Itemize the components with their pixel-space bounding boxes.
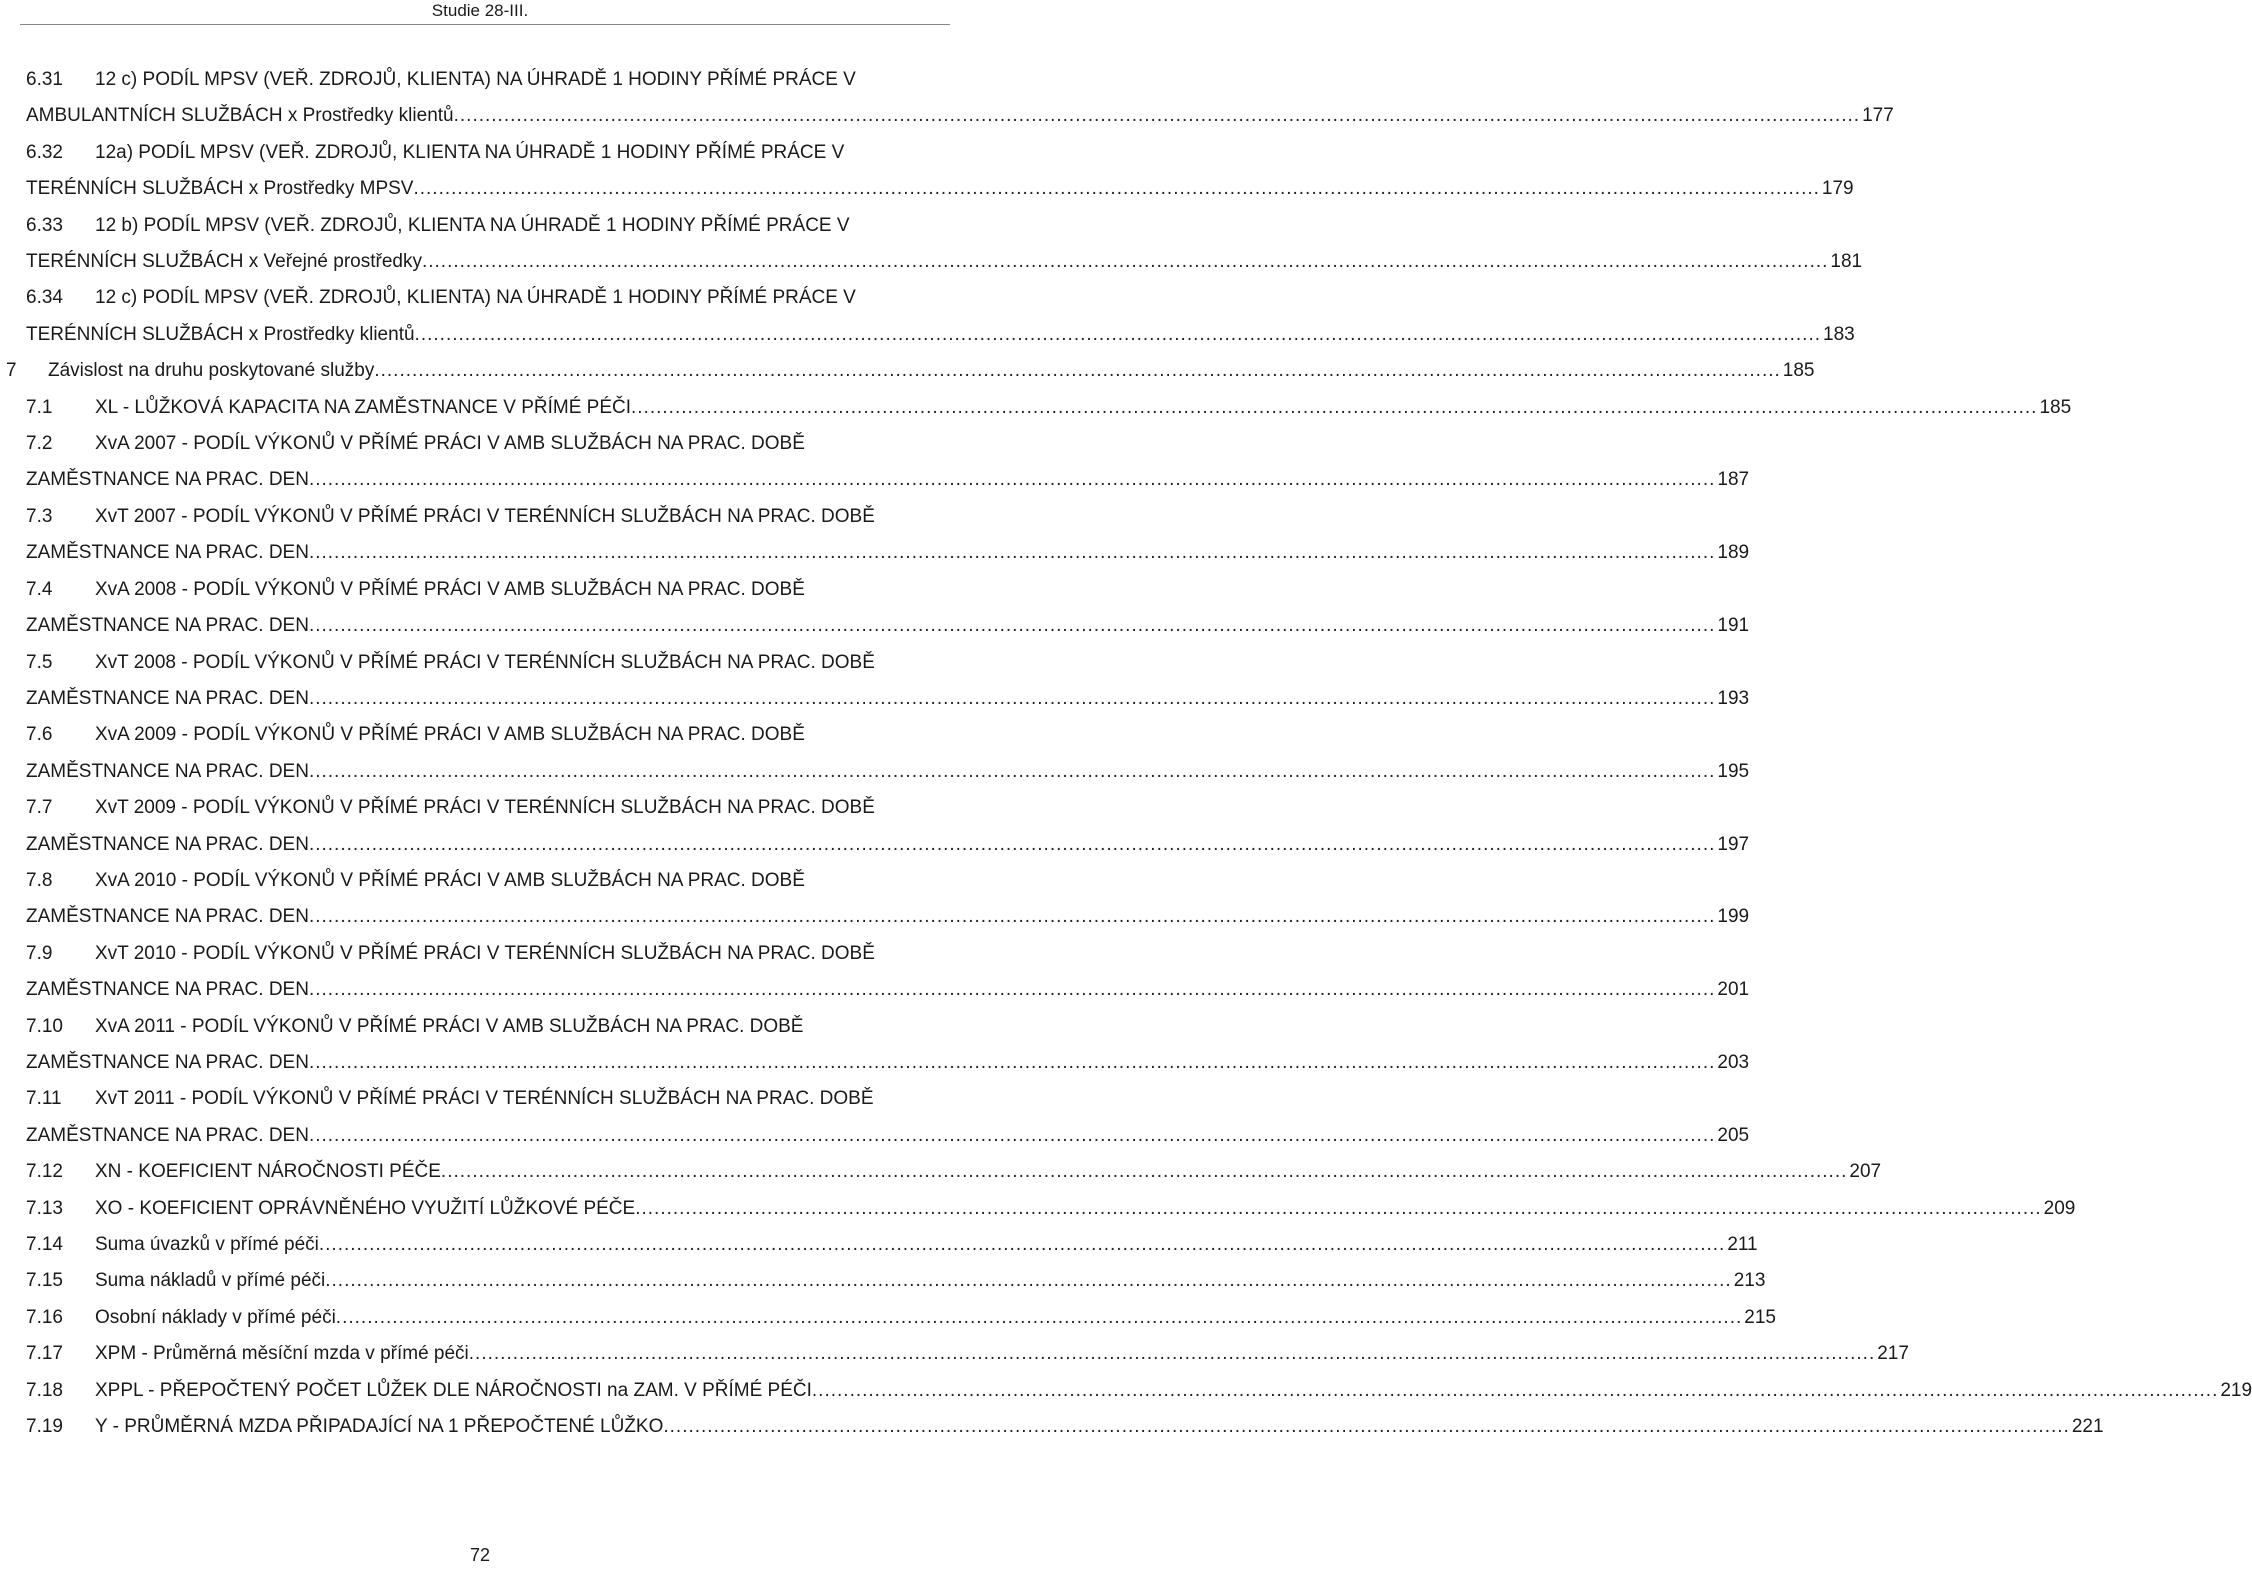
- toc-entry-page: 195: [1717, 760, 1750, 782]
- toc-entry-number: 6.34: [26, 287, 63, 309]
- toc-entry-page: 215: [1744, 1306, 1776, 1328]
- toc-entry-page: 205: [1717, 1124, 1750, 1146]
- dot-leader: [631, 390, 2037, 426]
- toc-entry-page: 217: [1877, 1343, 1909, 1365]
- toc-entry-number: 7.19: [26, 1416, 63, 1438]
- toc-entry[interactable]: [26, 499, 1750, 572]
- toc-entry-title-continued: ZAMĚSTNANCE NA PRAC. DEN: [26, 979, 309, 1001]
- dot-leader: [309, 462, 1715, 498]
- toc-entry-number: 7.12: [26, 1161, 63, 1183]
- running-header: Studie 28-III.: [431, 1, 529, 20]
- toc-entry[interactable]: [26, 645, 1750, 718]
- toc-entry[interactable]: [26, 1009, 1750, 1082]
- page-number: 72: [469, 1545, 491, 1565]
- toc-entry-page: 177: [1862, 105, 1894, 127]
- toc-entry-title-continued: AMBULANTNÍCH SLUŽBÁCH x Prostředky klientů: [26, 105, 454, 127]
- toc-entry-page: 197: [1717, 833, 1750, 855]
- toc-entry-title-continued: TERÉNNÍCH SLUŽBÁCH x Prostředky klientů: [26, 323, 415, 345]
- toc-entry-number: 6.31: [26, 69, 63, 90]
- toc-entry-title: 12a) PODÍL MPSV (VEŘ. ZDROJŮ, KLIENTA NA ÚHRADĚ 1 HODINY PŘÍMÉ PRÁCE V: [95, 141, 845, 163]
- toc-entry[interactable]: [26, 1263, 1766, 1299]
- toc-entry[interactable]: [26, 426, 1750, 499]
- toc-entry[interactable]: [26, 1409, 2104, 1445]
- dot-leader: [309, 899, 1715, 935]
- dot-leader: [635, 1191, 2041, 1227]
- toc-entry-page: 211: [1727, 1234, 1758, 1255]
- toc-entry-title: 12 c) PODÍL MPSV (VEŘ. ZDROJŮ, KLIENTA) NA ÚHRADĚ 1 HODINY PŘÍMÉ PRÁCE V: [95, 287, 856, 309]
- toc-entry-number: 7.14: [26, 1234, 63, 1255]
- toc-entry-title-continued: ZAMĚSTNANCE NA PRAC. DEN: [26, 542, 309, 564]
- toc-entry-title: XvA 2010 - PODÍL VÝKONŮ V PŘÍMÉ PRÁCI V AMB SLUŽBÁCH NA PRAC. DOBĚ: [95, 869, 805, 891]
- toc-entry[interactable]: [26, 717, 1750, 790]
- dot-leader: [309, 535, 1715, 571]
- table-of-contents: [6, 62, 2252, 1445]
- toc-entry-title: XvT 2011 - PODÍL VÝKONŮ V PŘÍMÉ PRÁCI V TERÉNNÍCH SLUŽBÁCH NA PRAC. DOBĚ: [95, 1088, 874, 1110]
- toc-entry-page: 191: [1717, 615, 1750, 637]
- toc-entry-title: Suma nákladů v přímé péči: [95, 1270, 326, 1292]
- toc-entry[interactable]: [26, 280, 1855, 353]
- dot-leader: [812, 1373, 2218, 1409]
- toc-entry-number: 7: [6, 360, 17, 382]
- toc-entry-number: 7.7: [26, 797, 53, 819]
- toc-entry-page: 203: [1717, 1051, 1750, 1073]
- toc-entry[interactable]: [26, 936, 1750, 1009]
- dot-leader: [415, 317, 1821, 353]
- toc-entry[interactable]: [26, 1191, 2076, 1227]
- toc-entry-number: 7.15: [26, 1270, 63, 1292]
- toc-entry[interactable]: [26, 1373, 2252, 1409]
- toc-entry-title: XPM - Průměrná měsíční mzda v přímé péči: [95, 1343, 469, 1365]
- toc-entry-title: XvA 2007 - PODÍL VÝKONŮ V PŘÍMÉ PRÁCI V AMB SLUŽBÁCH NA PRAC. DOBĚ: [95, 433, 805, 455]
- toc-entry-page: 221: [2071, 1416, 2104, 1438]
- toc-entry-number: 7.3: [26, 505, 53, 527]
- dot-leader: [454, 98, 1860, 134]
- toc-entry-page: 189: [1717, 542, 1750, 564]
- toc-entry-number: 7.6: [26, 724, 53, 746]
- toc-entry-page: 193: [1717, 687, 1750, 709]
- toc-entry-page: 183: [1823, 323, 1855, 345]
- toc-entry-title: 12 c) PODÍL MPSV (VEŘ. ZDROJŮ, KLIENTA) NA ÚHRADĚ 1 HODINY PŘÍMÉ PRÁCE V: [95, 69, 856, 90]
- toc-entry-number: 7.8: [26, 869, 53, 891]
- toc-entry[interactable]: [26, 790, 1750, 863]
- toc-entry-title: XvA 2011 - PODÍL VÝKONŮ V PŘÍMÉ PRÁCI V AMB SLUŽBÁCH NA PRAC. DOBĚ: [95, 1015, 804, 1037]
- toc-entry-title: Suma úvazků v přímé péči: [95, 1234, 319, 1255]
- toc-entry-title: XvA 2008 - PODÍL VÝKONŮ V PŘÍMÉ PRÁCI V AMB SLUŽBÁCH NA PRAC. DOBĚ: [95, 578, 805, 600]
- toc-entry-title: XvT 2009 - PODÍL VÝKONŮ V PŘÍMÉ PRÁCI V TERÉNNÍCH SLUŽBÁCH NA PRAC. DOBĚ: [95, 797, 875, 819]
- toc-entry-number: 7.2: [26, 433, 53, 455]
- dot-leader: [374, 353, 1780, 389]
- toc-entry-number: 7.5: [26, 651, 53, 673]
- dot-leader: [309, 608, 1715, 644]
- toc-entry-number: 6.32: [26, 141, 63, 163]
- toc-entry-title: XvT 2010 - PODÍL VÝKONŮ V PŘÍMÉ PRÁCI V TERÉNNÍCH SLUŽBÁCH NA PRAC. DOBĚ: [95, 942, 875, 964]
- toc-entry-number: 7.16: [26, 1306, 63, 1328]
- toc-entry-number: 7.4: [26, 578, 53, 600]
- toc-entry-title: XO - KOEFICIENT OPRÁVNĚNÉHO VYUŽITÍ LŮŽKOVÉ PÉČE: [95, 1197, 636, 1219]
- toc-entry-number: 7.18: [26, 1379, 63, 1401]
- toc-entry-page: 213: [1733, 1270, 1766, 1292]
- header-rule: [20, 24, 950, 25]
- dot-leader: [309, 1045, 1715, 1081]
- toc-entry-title-continued: TERÉNNÍCH SLUŽBÁCH x Prostředky MPSV: [26, 178, 414, 200]
- toc-entry-number: 6.33: [26, 214, 63, 236]
- dot-leader: [309, 1118, 1715, 1154]
- toc-entry[interactable]: [26, 1300, 1776, 1336]
- toc-entry-title-continued: ZAMĚSTNANCE NA PRAC. DEN: [26, 906, 309, 928]
- dot-leader: [309, 754, 1715, 790]
- dot-leader: [422, 244, 1828, 280]
- toc-entry-title-continued: ZAMĚSTNANCE NA PRAC. DEN: [26, 469, 309, 491]
- dot-leader: [325, 1263, 1731, 1299]
- toc-entry-page: 207: [1849, 1161, 1882, 1183]
- toc-entry-page: 199: [1717, 906, 1750, 928]
- toc-entry-title: XL - LŮŽKOVÁ KAPACITA NA ZAMĚSTNANCE V PŘÍMÉ PÉČI: [95, 396, 631, 418]
- toc-entry-number: 7.10: [26, 1015, 63, 1037]
- toc-entry-title-continued: ZAMĚSTNANCE NA PRAC. DEN: [26, 1124, 309, 1146]
- toc-entry-title-continued: TERÉNNÍCH SLUŽBÁCH x Veřejné prostředky: [26, 251, 422, 273]
- dot-leader: [663, 1409, 2069, 1445]
- toc-entry-number: 7.13: [26, 1197, 63, 1219]
- toc-entry-page: 181: [1830, 251, 1863, 273]
- toc-entry-title-continued: ZAMĚSTNANCE NA PRAC. DEN: [26, 1051, 309, 1073]
- dot-leader: [413, 171, 1819, 207]
- toc-entry[interactable]: [26, 1227, 1758, 1263]
- toc-entry-page: 201: [1717, 979, 1750, 1001]
- toc-entry-title: Závislost na druhu poskytované služby: [48, 360, 375, 382]
- toc-entry[interactable]: [6, 353, 1815, 389]
- toc-entry-title: XvA 2009 - PODÍL VÝKONŮ V PŘÍMÉ PRÁCI V AMB SLUŽBÁCH NA PRAC. DOBĚ: [95, 724, 805, 746]
- toc-entry-title: XvT 2008 - PODÍL VÝKONŮ V PŘÍMÉ PRÁCI V TERÉNNÍCH SLUŽBÁCH NA PRAC. DOBĚ: [95, 651, 875, 673]
- toc-entry[interactable]: [26, 135, 1854, 208]
- dot-leader: [336, 1300, 1742, 1336]
- toc-entry-title: XN - KOEFICIENT NÁROČNOSTI PÉČE: [95, 1161, 441, 1183]
- toc-entry-page: 185: [2039, 396, 2072, 418]
- toc-entry-title: 12 b) PODÍL MPSV (VEŘ. ZDROJŮ, KLIENTA NA ÚHRADĚ 1 HODINY PŘÍMÉ PRÁCE V: [95, 214, 850, 236]
- toc-entry[interactable]: [26, 1154, 1882, 1190]
- toc-entry-title-continued: ZAMĚSTNANCE NA PRAC. DEN: [26, 760, 309, 782]
- toc-entry-page: 209: [2043, 1197, 2076, 1219]
- dot-leader: [469, 1336, 1875, 1372]
- toc-entry-title: Y - PRŮMĚRNÁ MZDA PŘIPADAJÍCÍ NA 1 PŘEPOČTENÉ LŮŽKO: [95, 1416, 664, 1438]
- toc-entry-number: 7.1: [26, 396, 53, 418]
- toc-entry[interactable]: [26, 1336, 1909, 1372]
- toc-entry-page: 219: [2220, 1379, 2252, 1401]
- toc-entry-title-continued: ZAMĚSTNANCE NA PRAC. DEN: [26, 833, 309, 855]
- toc-entry-page: 185: [1782, 360, 1815, 382]
- toc-entry-page: 187: [1717, 469, 1750, 491]
- toc-entry[interactable]: [26, 62, 1894, 135]
- toc-entry-number: 7.11: [26, 1088, 62, 1110]
- toc-entry-title: XPPL - PŘEPOČTENÝ POČET LŮŽEK DLE NÁROČNOSTI na ZAM. V PŘÍMÉ PÉČI: [95, 1379, 812, 1401]
- toc-entry-title: Osobní náklady v přímé péči: [95, 1306, 336, 1328]
- dot-leader: [309, 827, 1715, 863]
- dot-leader: [309, 972, 1715, 1008]
- toc-entry[interactable]: [26, 572, 1750, 645]
- dot-leader: [319, 1227, 1725, 1263]
- toc-entry[interactable]: [26, 208, 1863, 281]
- toc-entry[interactable]: [26, 390, 2072, 426]
- toc-entry-page: 179: [1821, 178, 1854, 200]
- toc-entry-title-continued: ZAMĚSTNANCE NA PRAC. DEN: [26, 615, 309, 637]
- toc-entry-title-continued: ZAMĚSTNANCE NA PRAC. DEN: [26, 687, 309, 709]
- toc-entry-number: 7.17: [26, 1343, 63, 1365]
- toc-entry[interactable]: [26, 1081, 1750, 1154]
- toc-entry-number: 7.9: [26, 942, 53, 964]
- toc-entry-title: XvT 2007 - PODÍL VÝKONŮ V PŘÍMÉ PRÁCI V TERÉNNÍCH SLUŽBÁCH NA PRAC. DOBĚ: [95, 505, 875, 527]
- dot-leader: [309, 681, 1715, 717]
- toc-entry[interactable]: [26, 863, 1750, 936]
- dot-leader: [441, 1154, 1847, 1190]
